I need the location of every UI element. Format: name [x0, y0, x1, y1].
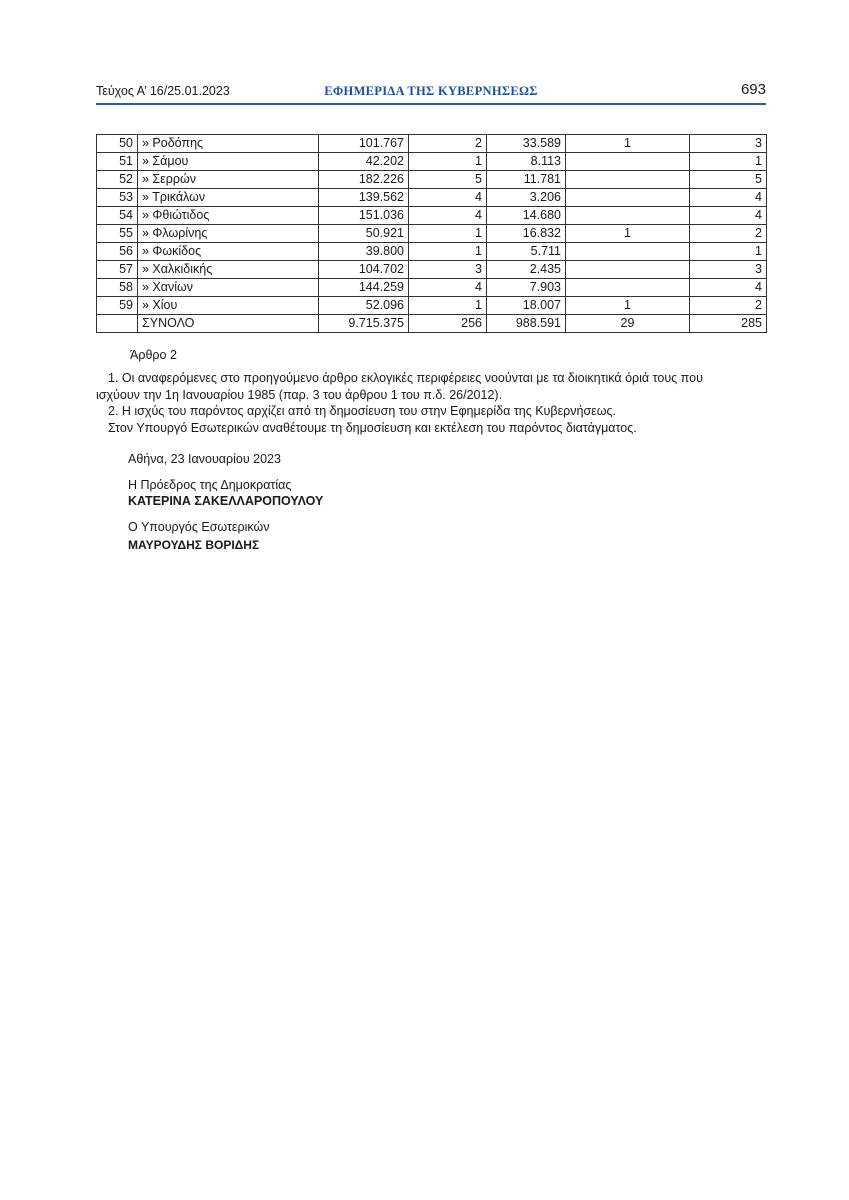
table-row: [97, 135, 767, 153]
population-cell: 39.800: [319, 243, 409, 261]
table-row: [97, 243, 767, 261]
remainder-cell: 33.589: [487, 135, 566, 153]
total-seats-cell: 2: [690, 297, 767, 315]
extra-seats-cell: [566, 279, 690, 297]
remainder-cell: 16.832: [487, 225, 566, 243]
population-cell: 104.702: [319, 261, 409, 279]
paragraph-3: Στον Υπουργό Εσωτερικών αναθέτουμε τη δημοσίευση και εκτέλεση του παρόντος διατάγματος.: [108, 421, 637, 435]
district-name-cell: » Χαλκιδικής: [138, 261, 319, 279]
header-rule: [96, 103, 766, 105]
district-name-cell: » Ροδόπης: [138, 135, 319, 153]
seats-cell: 2: [409, 135, 487, 153]
district-name-cell: ΣΥΝΟΛΟ: [138, 315, 319, 333]
table-row: [97, 171, 767, 189]
row-number-cell: [97, 315, 138, 333]
population-cell: 9.715.375: [319, 315, 409, 333]
table-row: [97, 279, 767, 297]
extra-seats-cell: 1: [566, 135, 690, 153]
seats-cell: 4: [409, 279, 487, 297]
district-name-cell: » Σάμου: [138, 153, 319, 171]
signing-date: Αθήνα, 23 Ιανουαρίου 2023: [128, 452, 281, 466]
seats-cell: 5: [409, 171, 487, 189]
paragraph-1-line-1: 1. Οι αναφερόμενες στο προηγούμενο άρθρο εκλογικές περιφέρειες νοούνται με τα διοικητικά όριά τους που: [108, 371, 703, 385]
extra-seats-cell: [566, 243, 690, 261]
district-name-cell: » Φωκίδος: [138, 243, 319, 261]
district-name-cell: » Φλωρίνης: [138, 225, 319, 243]
extra-seats-cell: [566, 207, 690, 225]
paragraph-1: [96, 370, 768, 404]
seats-cell: 3: [409, 261, 487, 279]
table-row: [97, 207, 767, 225]
extra-seats-cell: [566, 189, 690, 207]
table-row: [97, 153, 767, 171]
remainder-cell: 3.206: [487, 189, 566, 207]
table-row: [97, 297, 767, 315]
total-seats-cell: 4: [690, 189, 767, 207]
table-row: [97, 261, 767, 279]
table-row: [97, 189, 767, 207]
population-cell: 52.096: [319, 297, 409, 315]
seats-cell: 256: [409, 315, 487, 333]
president-name: ΚΑΤΕΡΙΝΑ ΣΑΚΕΛΛΑΡΟΠΟΥΛΟΥ: [128, 494, 324, 508]
row-number-cell: 55: [97, 225, 138, 243]
remainder-cell: 11.781: [487, 171, 566, 189]
paragraph-2: 2. Η ισχύς του παρόντος αρχίζει από τη δημοσίευση του στην Εφημερίδα της Κυβερνήσεως.: [108, 404, 616, 418]
row-number-cell: 57: [97, 261, 138, 279]
row-number-cell: 59: [97, 297, 138, 315]
row-number-cell: 56: [97, 243, 138, 261]
extra-seats-cell: [566, 171, 690, 189]
population-cell: 42.202: [319, 153, 409, 171]
total-seats-cell: 1: [690, 243, 767, 261]
seats-cell: 4: [409, 189, 487, 207]
district-name-cell: » Χίου: [138, 297, 319, 315]
population-cell: 139.562: [319, 189, 409, 207]
remainder-cell: 18.007: [487, 297, 566, 315]
seats-cell: 1: [409, 243, 487, 261]
row-number-cell: 52: [97, 171, 138, 189]
total-seats-cell: 1: [690, 153, 767, 171]
remainder-cell: 5.711: [487, 243, 566, 261]
extra-seats-cell: 29: [566, 315, 690, 333]
page-header: [96, 80, 766, 102]
population-cell: 50.921: [319, 225, 409, 243]
seats-cell: 4: [409, 207, 487, 225]
minister-title: Ο Υπουργός Εσωτερικών: [128, 520, 270, 534]
extra-seats-cell: 1: [566, 297, 690, 315]
remainder-cell: 2.435: [487, 261, 566, 279]
row-number-cell: 50: [97, 135, 138, 153]
row-number-cell: 54: [97, 207, 138, 225]
seats-cell: 1: [409, 297, 487, 315]
remainder-cell: 14.680: [487, 207, 566, 225]
total-seats-cell: 4: [690, 207, 767, 225]
row-number-cell: 58: [97, 279, 138, 297]
population-cell: 182.226: [319, 171, 409, 189]
total-seats-cell: 5: [690, 171, 767, 189]
population-cell: 101.767: [319, 135, 409, 153]
paragraph-1-line-2: ισχύουν την 1η Ιανουαρίου 1985 (παρ. 3 του άρθρου 1 του π.δ. 26/2012).: [96, 388, 503, 402]
president-title: Η Πρόεδρος της Δημοκρατίας: [128, 478, 292, 492]
issue-label: Τεύχος Α’ 16/25.01.2023: [96, 84, 230, 98]
extra-seats-cell: [566, 153, 690, 171]
row-number-cell: 53: [97, 189, 138, 207]
total-seats-cell: 3: [690, 135, 767, 153]
table-total-row: [97, 315, 767, 333]
seats-cell: 1: [409, 225, 487, 243]
district-name-cell: » Τρικάλων: [138, 189, 319, 207]
remainder-cell: 7.903: [487, 279, 566, 297]
total-seats-cell: 3: [690, 261, 767, 279]
row-number-cell: 51: [97, 153, 138, 171]
extra-seats-cell: 1: [566, 225, 690, 243]
article-heading: Άρθρο 2: [130, 348, 177, 362]
district-name-cell: » Σερρών: [138, 171, 319, 189]
total-seats-cell: 4: [690, 279, 767, 297]
remainder-cell: 988.591: [487, 315, 566, 333]
total-seats-cell: 285: [690, 315, 767, 333]
population-cell: 144.259: [319, 279, 409, 297]
district-name-cell: » Χανίων: [138, 279, 319, 297]
seats-cell: 1: [409, 153, 487, 171]
gazette-title: ΕΦΗΜΕΡΙΔΑ ΤΗΣ ΚΥΒΕΡΝΗΣΕΩΣ: [324, 84, 538, 98]
population-cell: 151.036: [319, 207, 409, 225]
extra-seats-cell: [566, 261, 690, 279]
remainder-cell: 8.113: [487, 153, 566, 171]
minister-name: ΜΑΥΡΟΥΔΗΣ ΒΟΡΙΔΗΣ: [128, 538, 260, 552]
table-row: [97, 225, 767, 243]
district-name-cell: » Φθιώτιδος: [138, 207, 319, 225]
page-number: 693: [740, 81, 766, 98]
total-seats-cell: 2: [690, 225, 767, 243]
electoral-districts-table: [96, 134, 767, 333]
